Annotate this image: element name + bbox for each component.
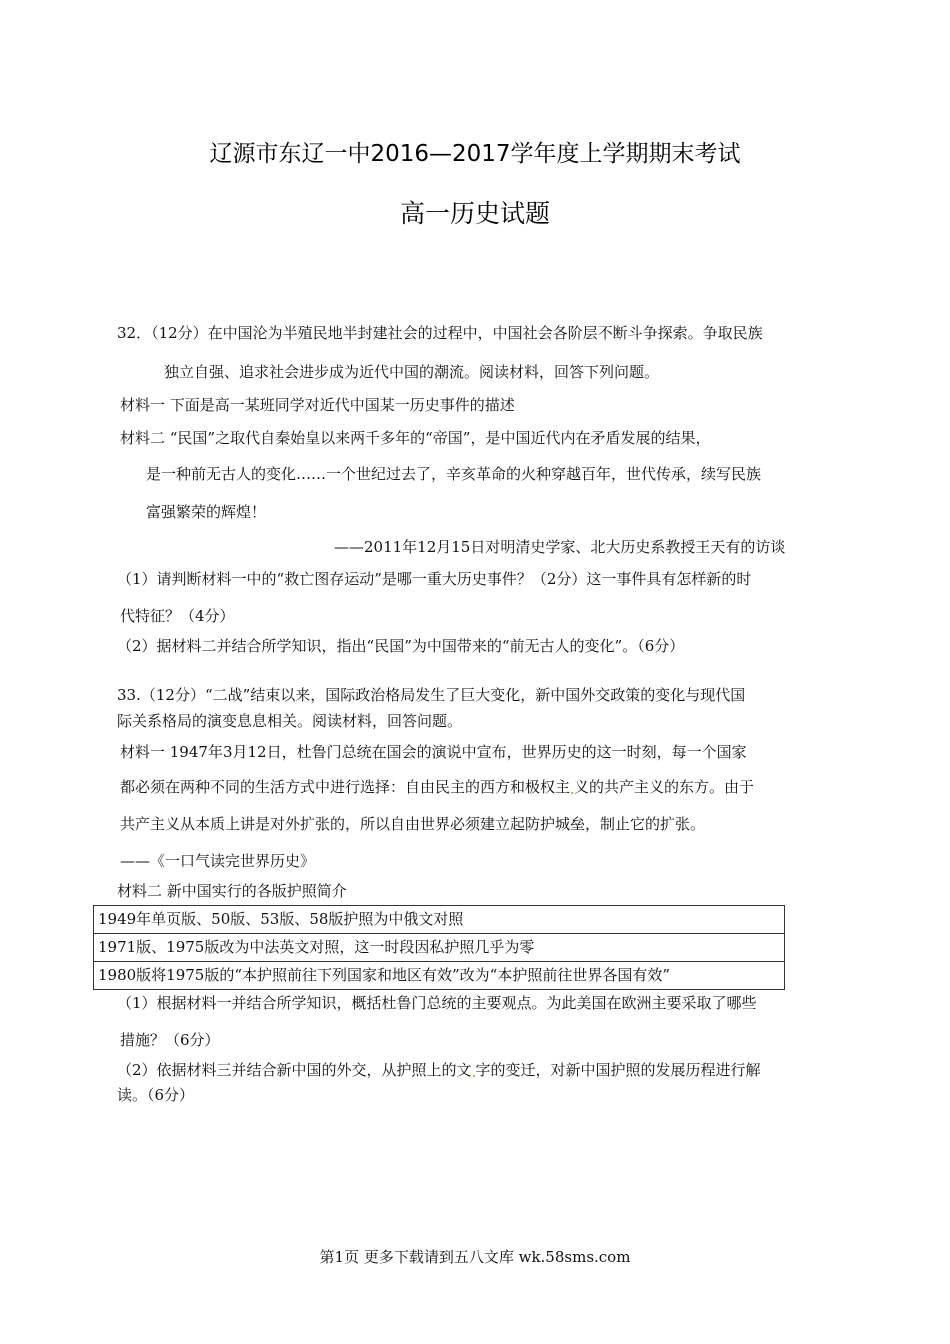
school-exam-title: 辽源市东辽一中2016—2017学年度上学期期末考试	[209, 141, 741, 167]
q32-material2-line1: 材料二 “民国”之取代自秦始皇以来两千多年的“帝国”，是中国近代内在矛盾发展的结果，	[120, 429, 711, 447]
table-row	[94, 906, 785, 934]
q33-question2-part2: 字的变迁，对新中国护照的发展历程进行解	[475, 1061, 761, 1079]
page-footer: 第1页 更多下载请到五八文库 wk.58sms.com	[319, 1248, 631, 1266]
q32-material2-line2: 是一种前无古人的变化……一个世纪过去了，辛亥革命的火种穿越百年，世代传承，续写民族	[146, 465, 762, 483]
q32-stem-line1: 32．（12分）在中国沦为半殖民地半封建社会的过程中，中国社会各阶层不断斗争探索。争取民族	[117, 324, 763, 342]
q32-question2: （2）据材料二并结合所学知识，指出“民国”为中国带来的“前无古人的变化”。（6分）	[117, 637, 685, 655]
q33-material1-line2	[120, 777, 754, 797]
q33-material1-line1: 材料一 1947年3月12日，杜鲁门总统在国会的演说中宣布，世界历史的这一时刻，每一个国家	[120, 743, 747, 761]
passport-table	[93, 905, 785, 990]
q32-material1: 材料一 下面是高一某班同学对近代中国某一历史事件的描述	[120, 396, 515, 414]
table-cell: 1980版将1975版的“本护照前往下列国家和地区有效”改为“本护照前往世界各国有效”	[94, 962, 785, 990]
q33-question2-line1	[117, 1060, 761, 1080]
q32-question1-line1: （1）请判断材料一中的“救亡图存运动”是哪一重大历史事件？（2分）这一事件具有怎样新的时	[117, 570, 752, 588]
edit-mark-dot	[571, 792, 573, 794]
subject-title: 高一历史试题	[399, 199, 550, 228]
edit-mark-dot	[473, 1075, 475, 1077]
q33-question2-line2: 读。（6分）	[117, 1086, 195, 1104]
q33-question1-line2: 措施？（6分）	[120, 1031, 220, 1049]
q32-question1-line2: 代特征？（4分）	[120, 607, 235, 625]
q33-material1-line2-part2: 义的共产主义的东方。由于	[574, 778, 755, 796]
q33-question2-part1: （2）依据材料三并结合新中国的外交，从护照上的文	[117, 1061, 472, 1079]
table-cell: 1949年单页版、50版、53版、58版护照为中俄文对照	[94, 906, 785, 934]
table-row	[94, 962, 785, 990]
q33-stem-line1: 33.（12分）“二战”结束以来，国际政治格局发生了巨大变化，新中国外交政策的变化与现代国	[117, 686, 746, 704]
q33-material1-line3: 共产主义从本质上讲是对外扩张的，所以自由世界必须建立起防护城垒，制止它的扩张。	[120, 815, 706, 833]
q33-stem-line2: 际关系格局的演变息息相关。阅读材料，回答问题。	[117, 712, 463, 730]
q33-material1-line2-part1: 都必须在两种不同的生活方式中进行选择：自由民主的西方和极权主	[120, 778, 571, 796]
q33-material1-source: ——《一口气读完世界历史》	[120, 852, 316, 870]
q32-stem-line2: 独立自强、追求社会进步成为近代中国的潮流。阅读材料，回答下列问题。	[164, 363, 660, 381]
table-row	[94, 934, 785, 962]
table-cell: 1971版、1975版改为中法英文对照，这一时段因私护照几乎为零	[94, 934, 785, 962]
q32-material2-source: ——2011年12月15日对明清史学家、北大历史系教授王天有的访谈	[334, 538, 786, 556]
q33-question1-line1: （1）根据材料一并结合所学知识，概括杜鲁门总统的主要观点。为此美国在欧洲主要采取了哪些	[117, 994, 757, 1012]
q33-material2-heading: 材料二 新中国实行的各版护照简介	[117, 882, 347, 900]
q32-material2-line3: 富强繁荣的辉煌！	[146, 503, 267, 521]
